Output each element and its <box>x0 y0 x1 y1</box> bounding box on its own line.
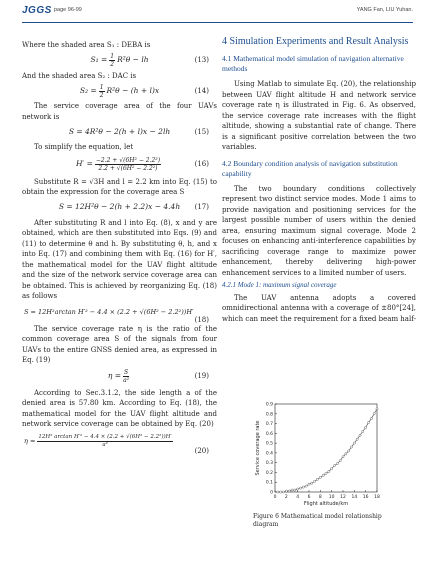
eq19-fraction <box>123 369 129 384</box>
series-line <box>278 409 377 492</box>
x-tick-label: 8 <box>318 495 322 500</box>
data-point <box>314 480 316 482</box>
data-point <box>356 438 358 440</box>
data-point <box>353 442 355 444</box>
eq17-number: (17) <box>194 203 209 212</box>
data-point <box>282 491 284 493</box>
left-column <box>22 40 217 454</box>
eq16-numerator: −2.2 + √(6H² − 2.2²) <box>95 157 161 164</box>
data-point <box>331 467 333 469</box>
eq20-number: (20) <box>194 446 209 455</box>
eq19-denominator: a² <box>123 377 130 384</box>
half-fraction: $\frac{1}{2}$ <box>99 83 104 99</box>
data-point <box>322 474 324 476</box>
y-tick-label: 0.9 <box>265 402 273 408</box>
data-point <box>365 426 367 428</box>
eq14-lhs: S₂ = <box>79 85 97 95</box>
eq14-rhs: R²θ − (h + l)x <box>106 85 160 95</box>
equation-18 <box>22 302 217 324</box>
equation-16 <box>22 153 217 177</box>
data-point <box>288 490 290 492</box>
data-point <box>302 486 304 488</box>
substitute-text: Substitute R = √3H and l = 2.2 km into Eq. (15) to obtain the expression for the coverage area S <box>22 177 217 196</box>
data-point <box>319 476 321 478</box>
data-point <box>297 488 299 490</box>
section-4-title: 4 Simulation Experiments and Result Analysis <box>222 36 409 47</box>
and-s2-text: And the shaded area S₂ : DAC is <box>22 71 137 80</box>
section-4-1-paragraph: Using Matlab to simulate Eq. (20), the relationship between UAV flight altitude H and network service coverage rate η is illustrated in Fig. 6. As observed, the service coverage rate increases with the flight altitude, showing a substantial rate of change. There is a significant positive correlation between the two variables. <box>222 80 416 151</box>
y-tick-label: 0.2 <box>265 470 273 476</box>
eq19-lhs: η = <box>107 371 122 381</box>
simplify-text: To simplify the equation, let <box>34 143 134 151</box>
equation-13 <box>22 51 217 71</box>
x-tick-label: 16 <box>362 495 369 500</box>
data-point <box>291 489 293 491</box>
y-tick-label: 0.7 <box>265 422 273 428</box>
data-point <box>367 421 369 423</box>
y-tick-label: 0 <box>270 490 273 496</box>
eq17-body: S = 12H²θ − 2(h + 2.2)x − 4.4h <box>58 202 181 212</box>
data-point <box>325 472 327 474</box>
section-4-1-title: 4.1 Mathematical model simulation of navigation alternative methods <box>222 54 404 73</box>
eq14-number: (14) <box>194 86 209 95</box>
running-authors: YANG Fan, LIU Yuhan. <box>356 7 413 13</box>
where-s1-text: Where the shaded area S₁ : DEBA is <box>22 41 151 49</box>
data-point <box>359 434 361 436</box>
eq19-numerator: S <box>124 369 129 376</box>
service-area-text: The service coverage area of the four UAVs network is <box>22 102 217 121</box>
journal-logo: JGGS <box>22 5 52 16</box>
section-4-2-1-paragraph: The UAV antenna adopts a covered omnidirectional antenna with a coverage of ±80°[24], which can meet the requirement for a fixed beam half- <box>222 293 416 323</box>
eq16-denominator: 2.2 + √(6H² − 2.2²) <box>98 165 158 172</box>
y-tick-label: 0.6 <box>265 431 273 437</box>
x-tick-label: 2 <box>284 495 288 500</box>
equation-20 <box>22 430 217 454</box>
equation-19 <box>22 366 217 388</box>
eq15-body: S = 4R²θ − 2(h + l)x − 2lh <box>68 126 171 136</box>
eq20-lhs: η = <box>24 437 36 446</box>
chart-svg <box>253 400 383 510</box>
data-point <box>305 485 307 487</box>
eq13-lhs: S₁ = <box>90 55 108 65</box>
data-point <box>294 489 296 491</box>
eq16-lhs: H′ = <box>75 159 93 169</box>
y-tick-label: 0.1 <box>265 480 273 486</box>
data-point <box>345 453 347 455</box>
data-point <box>285 490 287 492</box>
x-tick-label: 10 <box>328 495 335 500</box>
eq19-number: (19) <box>194 372 209 381</box>
data-point <box>362 430 364 432</box>
ratio-text: The service coverage rate η is the ratio of the common coverage area S of the signals from four UAVs to the entire GNSS denied area, as expressed in Eq. (19) <box>22 324 217 364</box>
eq15-number: (15) <box>194 127 209 136</box>
data-point <box>316 478 318 480</box>
page-range: page 96-99 <box>54 7 82 13</box>
data-point <box>376 408 378 410</box>
eq18-body: S = 12H²arctan H′² − 4.4 × (2.2 + √(6H² − 2.2²))H′ <box>24 308 194 317</box>
section-4-2-paragraph: The two boundary conditions collectively represent two distinct service modes. Mode 1 aims to provide navigation and positioning services for the largest possible number of users within the denied area, ensuring maximum signal coverage. Mode 2 focuses on enhancing anti-interference capabilities by sacrificing coverage range to maximize power enhancement, thereby delivering high-power enhancement services to a limited number of users. <box>222 184 416 277</box>
eq16-fraction <box>95 157 161 172</box>
eq13-number: (13) <box>194 56 209 65</box>
according-text: According to Sec.3.1.2, the side length a of the denied area is 57.80 km. According to Eq. (18), the mathematical model for the UAV flight altitude and network service coverage can be obtained by Eq. (20) <box>22 388 217 428</box>
eq16-number: (16) <box>194 160 209 169</box>
data-point <box>308 483 310 485</box>
data-point <box>277 491 279 493</box>
x-tick-label: 18 <box>374 495 380 500</box>
data-point <box>350 446 352 448</box>
x-tick-label: 14 <box>351 495 358 500</box>
x-axis-label: Flight altitude/km <box>303 501 349 507</box>
y-axis-label: Service coverage rate <box>255 420 261 476</box>
data-point <box>311 482 313 484</box>
after-substituting-text: After substituting R and l into Eq. (8), x and y are obtained, which are then substituted into Eqs. (9) and (11) to determine θ and h. By substituting θ, h, and x into Eq. (17) and combining them with Eq. (16) for H′, the mathematical model for the UAV flight altitude and the size of the network service coverage area can be obtained. This is achieved by reorganizing Eq. (18) as follows <box>22 218 217 300</box>
data-point <box>299 487 301 489</box>
eq20-fraction <box>37 434 172 449</box>
data-point <box>348 450 350 452</box>
y-tick-label: 0.3 <box>265 461 273 467</box>
data-point <box>328 470 330 472</box>
x-tick-label: 4 <box>296 495 300 500</box>
page-header <box>0 5 427 19</box>
data-point <box>339 460 341 462</box>
eq20-numerator: 12H² arctan H′² − 4.4 × (2.2 + √(6H² − 2.2²))H′ <box>38 434 172 440</box>
eq13-rhs: R²θ − lh <box>117 55 149 65</box>
data-point <box>373 413 375 415</box>
data-point <box>370 418 372 420</box>
section-4-2-title: 4.2 Boundary condition analysis of navigation substitution capability <box>222 158 398 178</box>
data-point <box>333 465 335 467</box>
x-tick-label: 0 <box>273 495 277 500</box>
equation-15 <box>22 122 217 142</box>
x-tick-label: 6 <box>307 495 311 500</box>
eq18-number: (18) <box>194 315 209 324</box>
data-point <box>342 456 344 458</box>
half-fraction: $\frac{1}{2}$ <box>110 53 115 68</box>
data-point <box>280 491 282 493</box>
equation-14 <box>22 81 217 101</box>
y-tick-label: 0.5 <box>265 441 273 447</box>
y-tick-label: 0.8 <box>265 412 273 418</box>
eq20-denominator: a² <box>102 442 108 448</box>
y-tick-label: 0.4 <box>265 451 273 457</box>
plot-frame <box>275 404 377 492</box>
header-rule <box>22 22 413 23</box>
section-4-2-1-title: 4.2.1 Mode 1: maximum signal coverage <box>222 281 337 289</box>
data-point <box>336 463 338 465</box>
right-column <box>222 36 416 324</box>
equation-17 <box>22 198 217 218</box>
figure-6-caption: Figure 6 Mathematical model relationship diagram <box>253 513 382 528</box>
figure-6-chart <box>253 400 383 510</box>
x-tick-label: 12 <box>340 495 346 500</box>
